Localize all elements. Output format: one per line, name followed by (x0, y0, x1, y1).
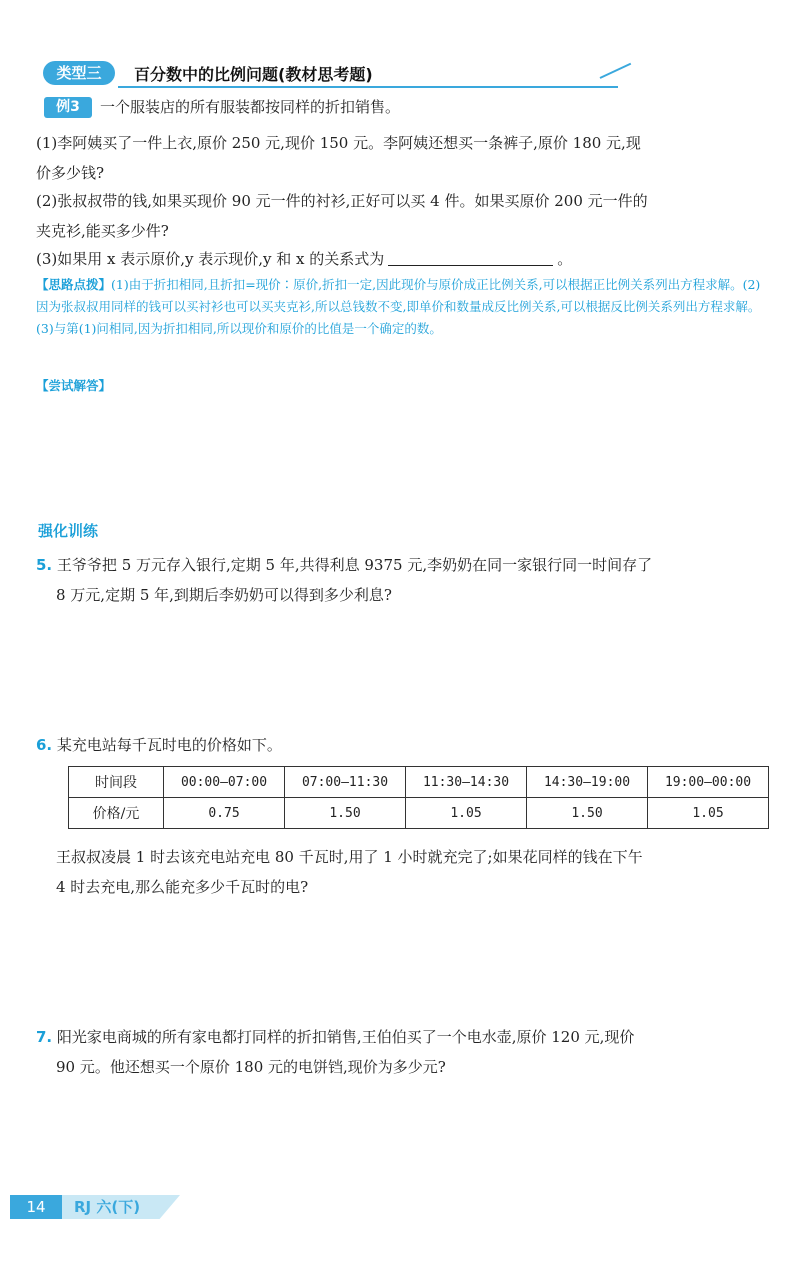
hint-box (36, 274, 772, 340)
question-line: 90 元。他还想买一个原价 180 元的电饼铛,现价为多少元? (56, 1058, 446, 1076)
table-cell: 0.75 (164, 798, 285, 829)
section-type-badge: 类型三 (43, 61, 115, 85)
question-line: 某充电站每千瓦时电的价格如下。 (56, 736, 282, 754)
question-line: 王叔叔凌晨 1 时去该充电站充电 80 千瓦时,用了 1 小时就充完了;如果花同样的钱在下午 (56, 848, 643, 866)
hint-text: (1)由于折扣相同,且折扣=现价∶原价,折扣一定,因此现价与原价成正比例关系,可以根据正比例关系列出方程求解。(2)因为张叔叔用同样的钱可以买衬衫也可以买夹克衫,所以总钱数不变,即单价和数量成反比例关系,可以根据反比例关系列出方程求解。(3)与第(1)问相同,因为折扣相同,所以现价和原价的比值是一个确定的数。 (36, 277, 761, 336)
example-question-2 (36, 186, 768, 246)
example-badge: 例3 (44, 97, 92, 118)
question-number: 7. (36, 1028, 53, 1046)
table-cell: 1.50 (527, 798, 648, 829)
table-cell: 07:00—11:30 (285, 767, 406, 798)
page-number: 14 (10, 1195, 62, 1219)
header-rule (118, 86, 618, 88)
question-line: 夹克衫,能买多少件? (36, 222, 169, 240)
table-cell: 11:30—14:30 (406, 767, 527, 798)
footer-label: RJ 六(下) (74, 1198, 141, 1216)
question-6-body (56, 842, 772, 902)
question-5 (36, 550, 768, 610)
table-row-header: 价格/元 (69, 798, 164, 829)
question-line: (2)张叔叔带的钱,如果买现价 90 元一件的衬衫,正好可以买 4 件。如果买原价 200 元一件的 (36, 192, 648, 210)
header-rule-tail (600, 63, 632, 79)
table-row (69, 798, 769, 829)
table-cell: 14:30—19:00 (527, 767, 648, 798)
price-table (68, 766, 769, 829)
section-title: 百分数中的比例问题(教材思考题) (134, 65, 373, 84)
table-cell: 1.05 (648, 798, 769, 829)
table-cell: 1.50 (285, 798, 406, 829)
table-row (69, 767, 769, 798)
question-text-end: 。 (557, 250, 573, 268)
answer-blank[interactable] (388, 251, 553, 266)
table-cell: 00:00—07:00 (164, 767, 285, 798)
example-stem: 一个服装店的所有服装都按同样的折扣销售。 (100, 98, 401, 116)
question-line: 王爷爷把 5 万元存入银行,定期 5 年,共得利息 9375 元,李奶奶在同一家银行同一时间存了 (56, 556, 653, 574)
question-line: (1)李阿姨买了一件上衣,原价 250 元,现价 150 元。李阿姨还想买一条裤子,原价 180 元,现 (36, 134, 641, 152)
question-line: 4 时去充电,那么能充多少千瓦时的电? (56, 878, 309, 896)
table-row-header: 时间段 (69, 767, 164, 798)
question-line: 8 万元,定期 5 年,到期后李奶奶可以得到多少利息? (56, 586, 392, 604)
question-6-intro (36, 730, 768, 760)
question-number: 5. (36, 556, 53, 574)
question-7 (36, 1022, 768, 1082)
example-question-1 (36, 128, 768, 188)
question-line: 阳光家电商城的所有家电都打同样的折扣销售,王伯伯买了一个电水壶,原价 120 元,现价 (56, 1028, 635, 1046)
try-answer-label: 【尝试解答】 (36, 378, 112, 393)
table-cell: 1.05 (406, 798, 527, 829)
question-number: 6. (36, 736, 53, 754)
question-text: (3)如果用 x 表示原价,y 表示现价,y 和 x 的关系式为 (36, 250, 385, 268)
example-question-3 (36, 244, 768, 274)
question-line: 价多少钱? (36, 164, 105, 182)
table-cell: 19:00—00:00 (648, 767, 769, 798)
hint-tag: 【思路点拨】 (36, 277, 112, 292)
training-title: 强化训练 (38, 522, 99, 540)
